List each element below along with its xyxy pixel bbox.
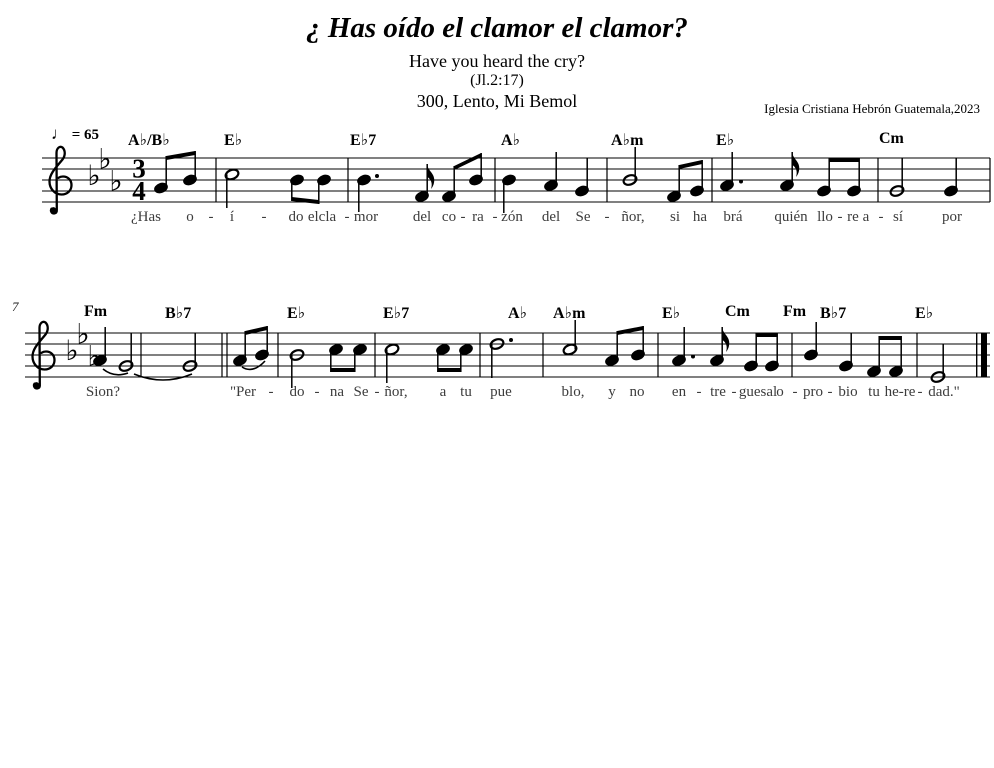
chord-symbol: E♭ bbox=[662, 305, 681, 322]
eighth-flag-icon bbox=[427, 164, 434, 189]
lyric-syllable: o bbox=[776, 384, 784, 400]
lyric-syllable: llo bbox=[817, 209, 833, 225]
lyric-syllable: - bbox=[460, 209, 466, 225]
chord-symbol: B♭7 bbox=[165, 305, 192, 322]
lyric-syllable: dad." bbox=[928, 384, 960, 400]
lyric-syllable: o bbox=[186, 209, 194, 225]
treble-clef-icon bbox=[51, 207, 57, 213]
key-signature-flat-icon: ♭ bbox=[109, 164, 123, 198]
lyric-syllable: "Per bbox=[229, 384, 257, 400]
lyric-syllable: blo, bbox=[561, 384, 585, 400]
lyric-syllable: tre bbox=[710, 384, 726, 400]
lyric-syllable: ra bbox=[472, 209, 484, 225]
page-title: ¿ Has oído el clamor el clamor? bbox=[306, 12, 688, 44]
lyric-syllable: no bbox=[629, 384, 645, 400]
lyric-syllable: tu bbox=[460, 384, 472, 400]
lyric-syllable: - bbox=[878, 209, 884, 225]
measure-number: 7 bbox=[12, 299, 19, 314]
lyric-syllable: - bbox=[492, 209, 498, 225]
beam bbox=[756, 333, 777, 337]
augmentation-dot bbox=[375, 174, 379, 178]
beam bbox=[617, 326, 643, 335]
quarter-note-icon: ♩ bbox=[51, 124, 68, 143]
chord-symbol: A♭ bbox=[501, 132, 521, 149]
lyric-syllable: - bbox=[314, 384, 320, 400]
lyric-syllable: por bbox=[942, 209, 962, 225]
lyric-syllable: en bbox=[671, 384, 687, 400]
lyric-syllable: del bbox=[412, 209, 432, 225]
lyric-syllable: brá bbox=[723, 209, 743, 225]
lyric-syllable: - bbox=[374, 384, 380, 400]
chord-symbol: A♭ bbox=[508, 305, 528, 322]
time-signature-numerator: 3 bbox=[132, 153, 146, 184]
tempo-value: = 65 bbox=[71, 127, 100, 143]
lyric-syllable: na bbox=[329, 384, 345, 400]
chord-symbol: Fm bbox=[84, 303, 108, 320]
lyric-syllable: bio bbox=[838, 384, 858, 400]
lyric-syllable: pro bbox=[803, 384, 823, 400]
chord-symbol: Fm bbox=[783, 303, 807, 320]
lyric-syllable: - bbox=[837, 209, 843, 225]
chord-symbol: E♭7 bbox=[383, 305, 410, 322]
treble-clef-icon bbox=[34, 382, 40, 388]
lyric-syllable: Sion? bbox=[85, 384, 121, 400]
lyric-syllable: - bbox=[604, 209, 610, 225]
time-signature-denominator: 4 bbox=[132, 176, 146, 206]
chord-symbol: A♭/B♭ bbox=[128, 132, 170, 149]
chord-symbol: E♭ bbox=[287, 305, 306, 322]
beam bbox=[331, 368, 355, 372]
lyric-syllable: - bbox=[917, 384, 923, 400]
hymn-meta: 300, Lento, Mi Bemol bbox=[416, 91, 578, 111]
lyric-syllable: - bbox=[792, 384, 798, 400]
beam bbox=[879, 336, 901, 340]
key-signature-flat-icon: ♭ bbox=[76, 317, 90, 351]
final-barline bbox=[976, 333, 977, 377]
key-signature-flat-icon: ♭ bbox=[87, 159, 101, 192]
key-signature-flat-icon: ♭ bbox=[98, 142, 112, 176]
lyric-syllable: - bbox=[344, 209, 350, 225]
key-signature-flat-icon: ♭ bbox=[65, 334, 79, 367]
subtitle: Have you heard the cry? bbox=[409, 51, 585, 71]
half-note-head bbox=[384, 343, 400, 356]
half-note-head bbox=[562, 343, 578, 356]
lyric-syllable: - bbox=[827, 384, 833, 400]
lyric-syllable: elcla bbox=[307, 209, 337, 225]
lyric-syllable: he-re bbox=[884, 384, 916, 400]
lyric-syllable: sí bbox=[892, 209, 904, 225]
lyric-syllable: mor bbox=[353, 209, 379, 225]
beam bbox=[829, 158, 859, 162]
lyric-syllable: a bbox=[439, 384, 447, 400]
beam bbox=[438, 368, 461, 372]
lyric-syllable: re bbox=[847, 209, 859, 225]
lyric-syllable: del bbox=[541, 209, 561, 225]
lyric-syllable: - bbox=[731, 384, 737, 400]
eighth-flag-icon bbox=[722, 327, 729, 352]
chord-symbol: E♭7 bbox=[350, 132, 377, 149]
lyric-syllable: ha bbox=[692, 209, 708, 225]
lyric-syllable: do bbox=[289, 384, 305, 400]
lyric-syllable: pue bbox=[490, 384, 512, 400]
half-note-head bbox=[224, 168, 240, 181]
lyric-syllable: ñor, bbox=[621, 209, 645, 225]
beam bbox=[166, 151, 195, 160]
lyric-syllable: Se bbox=[353, 384, 369, 400]
lyric-syllable: guesal bbox=[738, 384, 778, 400]
eighth-flag-icon bbox=[792, 152, 799, 177]
lyric-syllable: Se bbox=[575, 209, 591, 225]
beam bbox=[245, 326, 267, 335]
lyric-syllable: í bbox=[229, 209, 235, 225]
lyric-syllable: y bbox=[608, 384, 616, 400]
lyric-syllable: - bbox=[208, 209, 214, 225]
chord-symbol: E♭ bbox=[716, 132, 735, 149]
augmentation-dot bbox=[691, 355, 695, 359]
final-barline bbox=[981, 333, 987, 377]
attribution: Iglesia Cristiana Hebrón Guatemala,2023 bbox=[764, 101, 980, 116]
beam bbox=[679, 160, 702, 169]
scripture-reference: (Jl.2:17) bbox=[470, 72, 524, 89]
chord-symbol: B♭7 bbox=[820, 305, 847, 322]
chord-symbol: A♭m bbox=[611, 132, 644, 149]
beam bbox=[454, 153, 481, 170]
lyric-syllable: zón bbox=[501, 209, 523, 225]
chord-symbol: E♭ bbox=[915, 305, 934, 322]
lyric-syllable: a bbox=[862, 209, 870, 225]
lyric-syllable: si bbox=[669, 209, 681, 225]
chord-symbol: Cm bbox=[725, 303, 750, 320]
lyric-syllable: tu bbox=[868, 384, 880, 400]
chord-symbol: E♭ bbox=[224, 132, 243, 149]
lyric-syllable: co bbox=[441, 209, 457, 225]
lyric-syllable: ¿Has bbox=[131, 209, 161, 225]
lyric-syllable: quién bbox=[774, 209, 808, 225]
beam bbox=[292, 197, 319, 204]
lyric-syllable: - bbox=[261, 209, 267, 225]
augmentation-dot bbox=[509, 338, 513, 342]
lyric-syllable: - bbox=[268, 384, 274, 400]
augmentation-dot bbox=[739, 180, 743, 184]
chord-symbol: Cm bbox=[879, 130, 904, 147]
lyric-syllable: do bbox=[288, 209, 304, 225]
key-signature-flat-icon: ♭ bbox=[87, 339, 101, 373]
lyric-syllable: - bbox=[696, 384, 702, 400]
chord-symbol: A♭m bbox=[553, 305, 586, 322]
lyric-syllable: ñor, bbox=[384, 384, 408, 400]
